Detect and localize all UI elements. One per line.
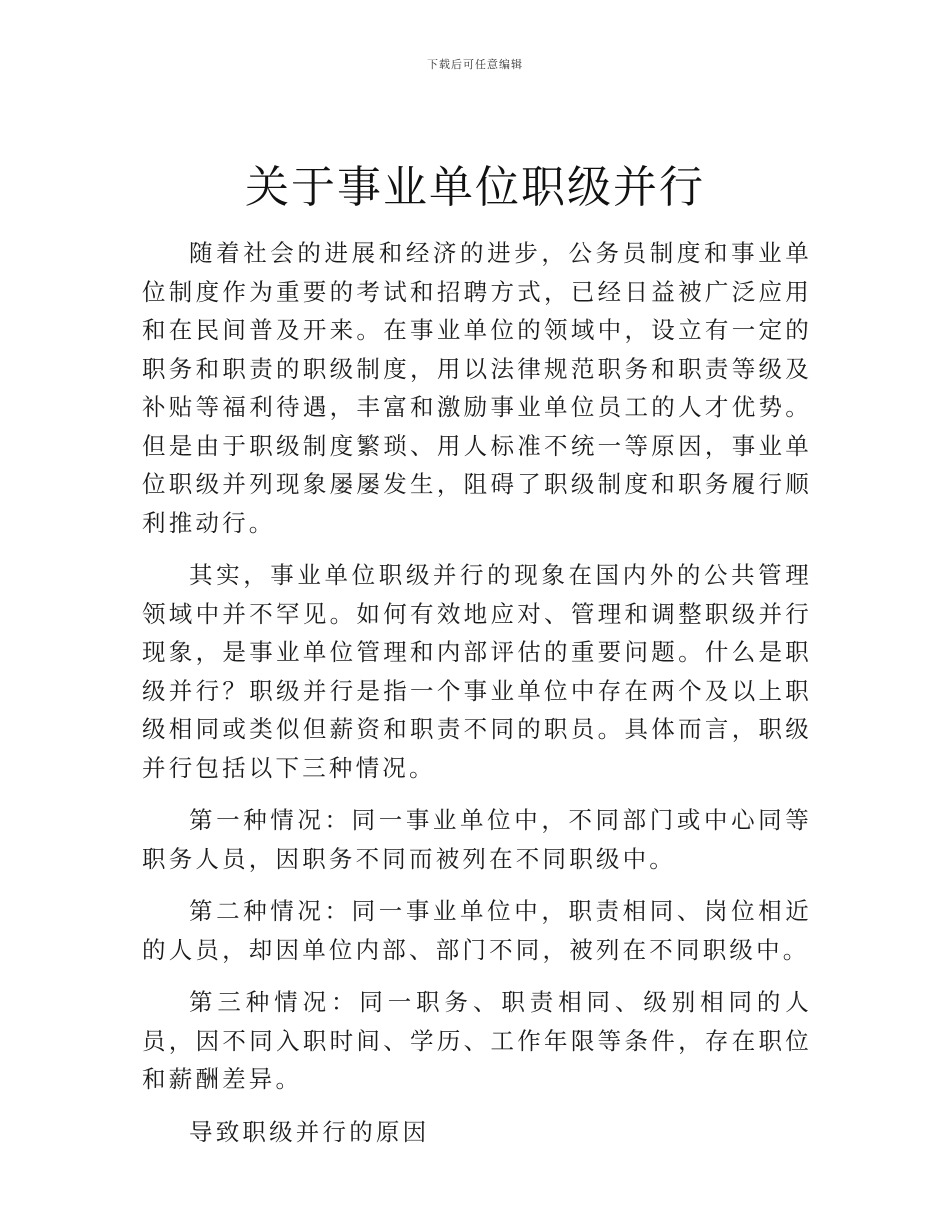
paragraph-case-three: 第三种情况：同一职务、职责相同、级别相同的人员，因不同入职时间、学历、工作年限等条件，存在职位和薪酬差异。 xyxy=(142,988,812,1093)
paragraph-intro: 随着社会的进展和经济的进步，公务员制度和事业单位制度作为重要的考试和招聘方式，已经日益被广泛应用和在民间普及开来。在事业单位的领域中，设立有一定的职务和职责的职级制度，用以法律规范职务和职责等级及补贴等福利待遇，丰富和激励事业单位员工的人才优势。但是由于职级制度繁琐、用人标准不统一等原因，事业单位职级并列现象屡屡发生，阻碍了职级制度和职务履行顺利推动行。 xyxy=(142,239,812,537)
header-note: 下载后可任意编辑 xyxy=(427,58,523,71)
paragraph-case-one: 第一种情况：同一事业单位中，不同部门或中心同等职务人员，因职务不同而被列在不同职级中。 xyxy=(142,806,812,873)
document-body xyxy=(142,234,812,1165)
document-title: 关于事业单位职级并行 xyxy=(245,162,705,213)
paragraph-case-two: 第二种情况：同一事业单位中，职责相同、岗位相近的人员，却因单位内部、部门不同，被列在不同职级中。 xyxy=(142,897,812,964)
paragraph-definition: 其实，事业单位职级并行的现象在国内外的公共管理领域中并不罕见。如何有效地应对、管理和调整职级并行现象，是事业单位管理和内部评估的重要问题。什么是职级并行？职级并行是指一个事业单位中存在两个及以上职级相同或类似但薪资和职责不同的职员。具体而言，职级并行包括以下三种情况。 xyxy=(142,561,812,782)
section-heading-causes: 导致职级并行的原因 xyxy=(189,1117,430,1146)
